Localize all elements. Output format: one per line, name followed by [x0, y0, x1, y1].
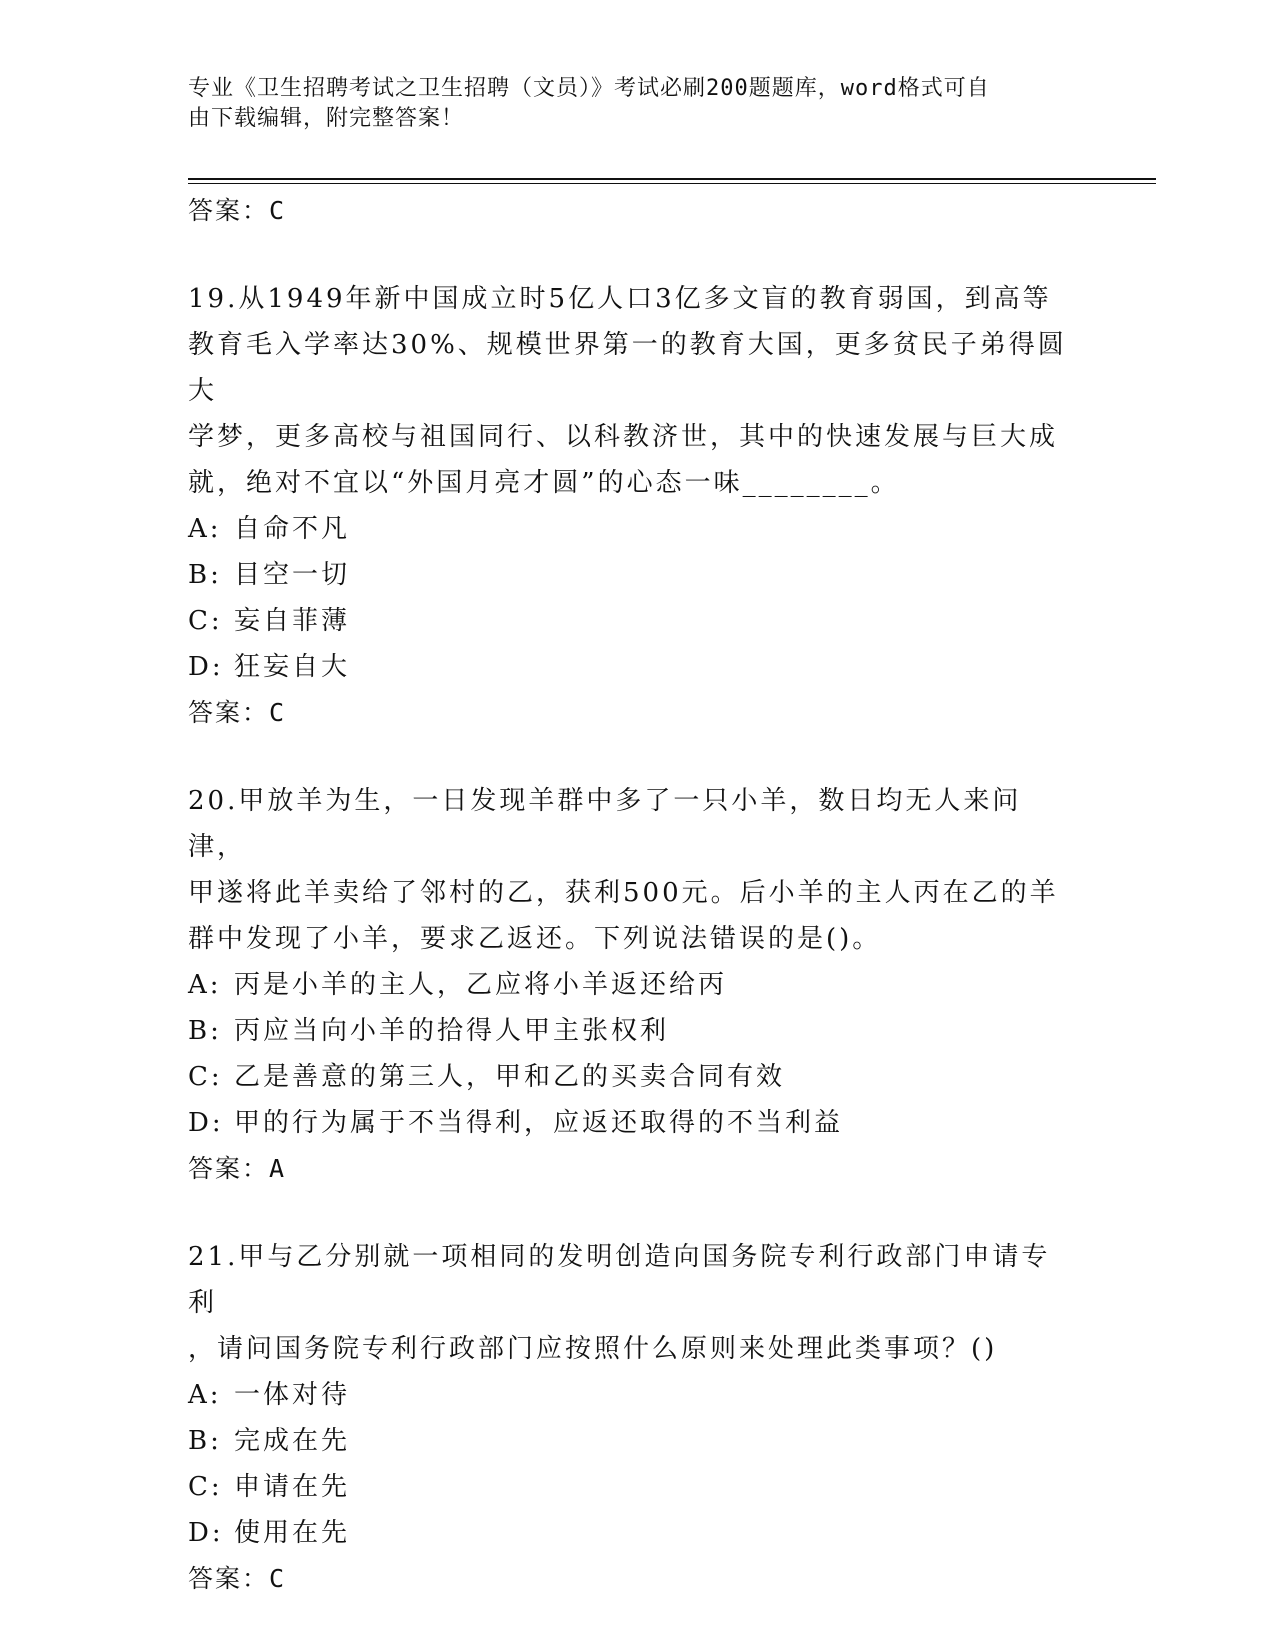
question-number: 20. [188, 786, 239, 816]
previous-answer [188, 188, 1088, 234]
question-answer [188, 1556, 1088, 1602]
stem-text: 甲放羊为生，一日发现羊群中多了一只小羊，数日均无人来问津， [188, 786, 1022, 862]
option-text: 申请在先 [234, 1472, 351, 1502]
question-list [188, 188, 1088, 1602]
answer-value: C [269, 196, 287, 225]
option-c [188, 1054, 1088, 1100]
option-text: 使用在先 [234, 1518, 351, 1548]
question-number: 19. [188, 284, 239, 314]
stem-line: 甲遂将此羊卖给了邻村的乙，获利500元。后小羊的主人丙在乙的羊 [188, 878, 1059, 908]
answer-value: C [269, 698, 287, 727]
stem-line: 教育毛入学率达30%、规模世界第一的教育大国，更多贫民子弟得圆大 [188, 330, 1067, 406]
option-text: 狂妄自大 [234, 652, 351, 682]
option-a [188, 962, 1088, 1008]
option-c [188, 1464, 1088, 1510]
option-a [188, 506, 1088, 552]
option-letter: B: [188, 1016, 222, 1046]
option-b [188, 552, 1088, 598]
stem-text: 甲与乙分别就一项相同的发明创造向国务院专利行政部门申请专利 [188, 1242, 1051, 1318]
option-text: 乙是善意的第三人，甲和乙的买卖合同有效 [234, 1062, 786, 1092]
question-21 [188, 1234, 1088, 1602]
stem-line [188, 1234, 1078, 1326]
question-stem [188, 276, 1078, 506]
stem-line: 群中发现了小羊，要求乙返还。下列说法错误的是()。 [188, 924, 882, 954]
option-text: 一体对待 [234, 1380, 351, 1410]
option-letter: C: [188, 606, 223, 636]
spacer [188, 234, 1088, 276]
answer-label: 答案： [188, 1154, 270, 1183]
option-letter: D: [188, 1108, 224, 1138]
stem-line: ，请问国务院专利行政部门应按照什么原则来处理此类事项？() [188, 1334, 998, 1364]
stem-text: 从1949年新中国成立时5亿人口3亿多文盲的教育弱国，到高等 [238, 284, 1052, 314]
option-letter: A: [188, 970, 222, 1000]
option-letter: C: [188, 1062, 223, 1092]
option-text: 妄自菲薄 [234, 606, 351, 636]
option-c [188, 598, 1088, 644]
option-d [188, 1100, 1088, 1146]
option-letter: D: [188, 1518, 224, 1548]
question-answer [188, 1146, 1088, 1192]
option-letter: A: [188, 1380, 222, 1410]
answer-label: 答案： [188, 196, 270, 225]
option-text: 完成在先 [234, 1426, 351, 1456]
option-letter: A: [188, 514, 222, 544]
question-stem [188, 778, 1078, 962]
option-text: 甲的行为属于不当得利，应返还取得的不当利益 [234, 1108, 844, 1138]
option-letter: B: [188, 1426, 222, 1456]
spacer [188, 736, 1088, 778]
header-divider-thick [188, 178, 1156, 180]
stem-line: 学梦，更多高校与祖国同行、以科教济世，其中的快速发展与巨大成 [188, 422, 1059, 452]
question-answer [188, 690, 1088, 736]
document-header [188, 74, 1068, 134]
question-19 [188, 276, 1088, 736]
stem-line [188, 778, 1078, 870]
answer-label: 答案： [188, 698, 270, 727]
option-letter: D: [188, 652, 224, 682]
option-text: 丙应当向小羊的拾得人甲主张权利 [234, 1016, 670, 1046]
answer-label: 答案： [188, 1564, 270, 1593]
header-line-1: 专业《卫生招聘考试之卫生招聘（文员）》考试必刷200题题库，word格式可自 [188, 76, 990, 101]
answer-value: A [269, 1154, 287, 1183]
option-d [188, 1510, 1088, 1556]
answer-value: C [269, 1564, 287, 1593]
stem-line [188, 276, 1078, 322]
spacer [188, 1192, 1088, 1234]
question-20 [188, 778, 1088, 1192]
header-divider-thin [188, 183, 1156, 184]
question-number: 21. [188, 1242, 239, 1272]
option-text: 目空一切 [234, 560, 351, 590]
option-a [188, 1372, 1088, 1418]
option-text: 丙是小羊的主人，乙应将小羊返还给丙 [234, 970, 728, 1000]
option-letter: B: [188, 560, 222, 590]
header-line-2: 由下载编辑，附完整答案！ [188, 106, 465, 131]
option-b [188, 1418, 1088, 1464]
stem-line: 就，绝对不宜以“外国月亮才圆”的心态一味________。 [188, 468, 900, 498]
option-text: 自命不凡 [234, 514, 351, 544]
question-stem [188, 1234, 1078, 1372]
option-b [188, 1008, 1088, 1054]
option-d [188, 644, 1088, 690]
option-letter: C: [188, 1472, 223, 1502]
